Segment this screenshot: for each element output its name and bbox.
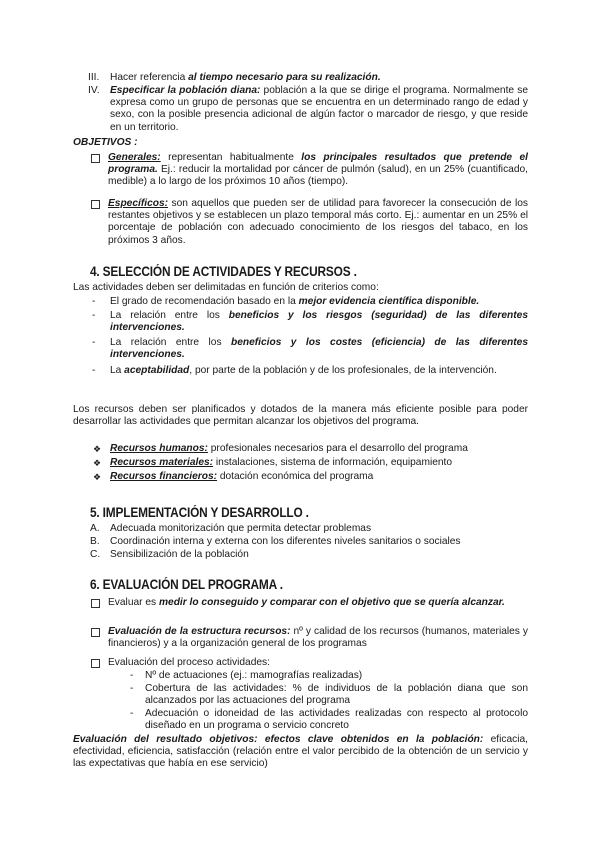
roman-numeral: IV. xyxy=(88,85,100,96)
emphasis: mejor evidencia científica disponible. xyxy=(298,296,480,307)
criterion xyxy=(110,365,528,377)
checkbox-icon xyxy=(91,659,100,668)
emphasis: aceptabilidad xyxy=(124,365,190,376)
objetivo-generales xyxy=(108,152,528,189)
list-item: Adecuada monitorización que permita detectar problemas xyxy=(110,523,372,534)
checkbox-icon xyxy=(91,599,100,608)
dash: - xyxy=(92,310,96,321)
text: nº y calidad de los recursos (humanos, materiales y financieros) y a la organización general de los programas xyxy=(108,626,529,650)
dash: - xyxy=(130,708,134,719)
text: Hacer referencia xyxy=(110,72,189,83)
text: La relación entre los xyxy=(110,310,229,321)
diamond-bullet-icon: ❖ xyxy=(93,444,102,454)
checkbox-icon xyxy=(91,628,100,637)
emphasis: Evaluación del resultado objetivos: efectos clave obtenidos en la población: xyxy=(73,734,484,745)
resources-intro: Los recursos deben ser planificados y dotados de la manera más eficiente posible para poder desarrollar las actividades que permitan alcanzar los objetivos del programa. xyxy=(73,404,528,428)
dash: - xyxy=(130,683,134,694)
text: Evaluar es xyxy=(108,597,159,608)
section4-intro: Las actividades deben ser delimitadas en función de criterios como: xyxy=(73,282,379,293)
emphasis: medir lo conseguido y comparar con el objetivo que se quería alcanzar. xyxy=(158,597,505,608)
list-item: Coordinación interna y externa con los diferentes niveles sanitarios o sociales xyxy=(110,536,461,547)
text: Ej.: reducir la mortalidad por cáncer de pulmón (salud), en un 25% (cuantificado, medible) a lo largo de los próximos 10 años (tiempo). xyxy=(108,164,528,188)
checkbox-icon xyxy=(91,154,100,163)
dash: - xyxy=(92,365,96,376)
text: eficacia, efectividad, eficiencia, satisfacción (relación entre el valor percibido de la obtención de un servicio y las expectativas que había en ese servicio) xyxy=(73,734,528,770)
label: Recursos financieros: xyxy=(110,471,218,482)
process-sub-item: Nº de actuaciones (ej.: mamografías realizadas) xyxy=(145,670,363,681)
resource-item xyxy=(110,457,530,469)
list-letter: B. xyxy=(90,536,100,547)
criterion xyxy=(110,337,528,361)
label: Específicos: xyxy=(108,198,169,209)
emphasis: al tiempo necesario para su realización. xyxy=(188,72,381,83)
intro-item-population xyxy=(110,85,528,134)
evaluation-item xyxy=(108,626,528,650)
text: instalaciones, sistema de información, equipamiento xyxy=(213,457,453,468)
section-heading: 6. EVALUACIÓN DEL PROGRAMA . xyxy=(90,577,283,592)
text: , por parte de la población y de los profesionales, de la intervención. xyxy=(189,365,497,376)
checkbox-icon xyxy=(91,200,100,209)
emphasis: beneficios y los costes (eficiencia) de las diferentes intervenciones. xyxy=(110,337,529,361)
process-sub-item: Cobertura de las actividades: % de individuos de la población diana que son alcanzados por las actuaciones del programa xyxy=(145,683,528,707)
dash: - xyxy=(130,670,134,681)
list-letter: A. xyxy=(90,523,100,534)
criterion xyxy=(110,296,528,308)
label: Recursos materiales: xyxy=(110,457,214,468)
objetivos-title: OBJETIVOS : xyxy=(73,137,138,148)
text: profesionales necesarios para el desarrollo del programa xyxy=(207,443,468,454)
text: dotación económica del programa xyxy=(217,471,374,482)
objetivo-especificos xyxy=(108,198,528,247)
label: Recursos humanos: xyxy=(110,443,208,454)
section-heading: 5. IMPLEMENTACIÓN Y DESARROLLO . xyxy=(90,505,309,520)
emphasis: Evaluación de la estructura recursos: xyxy=(108,626,291,637)
emphasis: Especificar la población diana: xyxy=(110,85,261,96)
text: El grado de recomendación basado en la xyxy=(110,296,299,307)
text: La relación entre los xyxy=(110,337,231,348)
resource-item xyxy=(110,443,530,455)
dash: - xyxy=(92,337,96,348)
dash: - xyxy=(92,296,96,307)
emphasis: los principales resultados que pretende el programa. xyxy=(108,152,528,176)
result-evaluation xyxy=(73,734,528,771)
list-letter: C. xyxy=(90,549,101,560)
text: población a la que se dirige el programa. Normalmente se expresa como un grupo de personas que se encuentra en un determinado rango de edad y sexo, con la posible presencia adicional de algún factor o marcador de riesgo, y que reside en un territorio. xyxy=(110,85,528,133)
section-heading: 4. SELECCIÓN DE ACTIVIDADES Y RECURSOS . xyxy=(90,264,357,279)
emphasis: beneficios y los riesgos (seguridad) de las diferentes intervenciones. xyxy=(110,310,528,334)
evaluation-item: Evaluación del proceso actividades: xyxy=(108,657,270,668)
diamond-bullet-icon: ❖ xyxy=(93,472,102,482)
roman-numeral: III. xyxy=(88,72,100,83)
process-sub-item: Adecuación o idoneidad de las actividades realizadas con respecto al protocolo diseñado en un programa o servicio concreto xyxy=(145,708,528,732)
text: son aquellos que pueden ser de utilidad para favorecer la consecución de los restantes objetivos y se establecen un plazo temporal más corto. Ej.: aumentar en un 25% el porcentaje de población con adecuado conocimiento de los riesgos del tabaco, en los próximos 3 años. xyxy=(108,198,528,246)
resource-item xyxy=(110,471,530,483)
evaluation-item xyxy=(108,597,528,609)
list-item: Sensibilización de la población xyxy=(110,549,249,560)
criterion xyxy=(110,310,528,334)
diamond-bullet-icon: ❖ xyxy=(93,458,102,468)
intro-item-time xyxy=(110,72,528,84)
text: La xyxy=(110,365,125,376)
label: Generales: xyxy=(108,152,161,163)
text: representan habitualmente xyxy=(160,152,302,163)
